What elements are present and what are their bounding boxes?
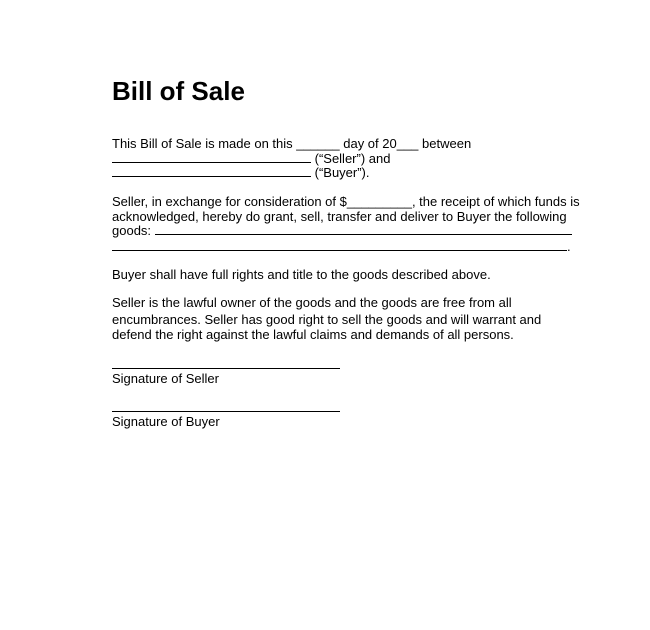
date-line: This Bill of Sale is made on this ______ day of 20___ between [112,136,472,151]
goods-line-2 [112,239,571,254]
buyer-signature-label: Signature of Buyer [112,414,220,429]
goods-period: . [567,239,571,254]
goods-label: goods: [112,223,155,238]
goods-blank[interactable] [155,223,572,235]
rights-paragraph: Buyer shall have full rights and title to the goods described above. [112,267,491,282]
consideration-line: Seller, in exchange for consideration of $_________, the receipt of which funds is [112,194,580,209]
buyer-line [112,165,370,180]
buyer-name-blank[interactable] [112,165,311,177]
document-title: Bill of Sale [112,76,245,106]
grant-line: acknowledged, hereby do grant, sell, transfer and deliver to Buyer the following [112,209,567,224]
seller-label: (“Seller”) and [311,151,391,166]
buyer-signature-line[interactable] [112,411,340,412]
owner-line-3: defend the right against the lawful claims and demands of all persons. [112,327,514,342]
seller-signature-label: Signature of Seller [112,371,219,386]
owner-line-2: encumbrances. Seller has good right to sell the goods and will warrant and [112,312,542,327]
seller-line [112,151,390,166]
goods-line [112,223,572,238]
seller-name-blank[interactable] [112,151,311,163]
goods-blank-2[interactable] [112,239,567,251]
owner-line-1: Seller is the lawful owner of the goods and the goods are free from all [112,295,512,310]
buyer-label: (“Buyer”). [311,165,370,180]
seller-signature-line[interactable] [112,368,340,369]
